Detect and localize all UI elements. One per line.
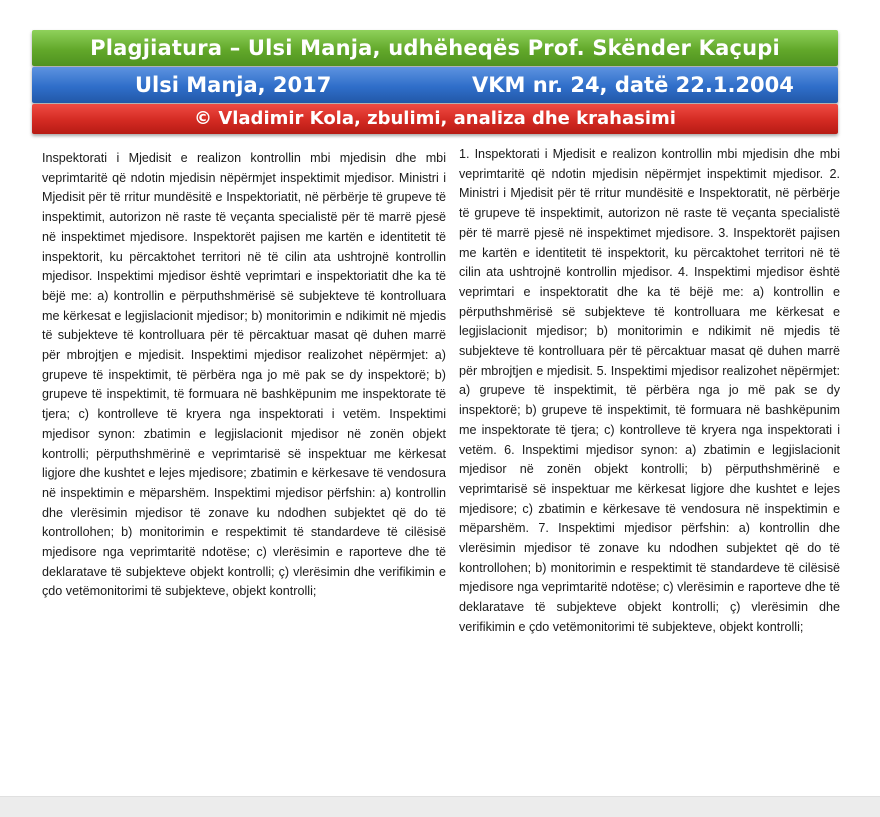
right-column-text: 1. Inspektorati i Mjedisit e realizon kontrollin mbi mjedisin dhe mbi veprimtaritë që ndotin mjedisin nëpërmjet inspektimit mjedisor. 2. Ministri i Mjedisit për të rritur mundësitë e Inspektoratit, në përbërje të grupeve të inspektimit, autorizon në raste të veçanta specialistë për të marrë pjesë në inspektimet mjedisore. 3. Inspektorët pajisen me kartën e identitetit të inspektorit, ku përcaktohet territori në të cilin ata ushtrojnë kontrollin mjedisor. 4. Inspektimi mjedisor është veprimtari e inspektoratit dhe ka të bëjë me: a) kontrollin e përputhshmërisë së subjekteve të kontrolluara me kërkesat e legjislacionit mjedisor; b) monitorimin e ndikimit në mjedis të subjekteve të kontrolluara për të përcaktuar masat që duhen marrë për mbrojtjen e mjedisit. 5. Inspektimi mjedisor realizohet nëpërmjet: a) grupeve të inspektimit, të përbëra nga jo më pak se dy inspektorë; b) grupeve të inspektimit, të formuara në bashkëpunim me inspektorate të tjera; c) kontrolleve të kryera nga inspektorati i vetëm. 6. Inspektimi mjedisor synon: a) zbatimin e legjislacionit mjedisor në zonën objekt kontrolli; b) përputhshmërinë e veprimtarisë së inspektuar me kërkesat ligjore dhe kushtet e lejes mjedisore; c) zbatimin e kërkesave të vendosura në inspektimin e mëparshëm. 7. Inspektimi mjedisor përfshin: a) kontrollin dhe vlerësimin mjedisor të zonave ku ndodhen subjektet që do të kontrollohen; b) monitorimin e respektimit të standardeve të cilësisë mjedisore nga veprimtaritë ndotëse; c) vlerësimin e raporteve dhe të deklaratave të subjekteve objekt kontrolli; ç) vlerësimin dhe verifikimin e çdo vetëmonitorimi të subjekteve, objekt kontrolli; [459,147,840,634]
source-banner [32,67,838,103]
title-banner [32,30,838,66]
page-title: Plagjiatura – Ulsi Manja, udhëheqës Prof. Skënder Kaçupi [90,36,780,60]
credit-banner [32,104,838,134]
left-column-text: Inspektorati i Mjedisit e realizon kontrollin mbi mjedisin dhe mbi veprimtaritë që ndotin mjedisin nëpërmjet inspektimit mjedisor. Ministri i Mjedisit për të rritur mundësitë e Inspektoriatit, në përbërje të grupeve të inspektimit, autorizon në raste të veçanta specialistë për të marrë pjesë në inspektimet mjedisore. Inspektorët pajisen me kartën e identitetit të inspektorit, ku përcaktohet territori në të cilin ata ushtrojnë kontrollin mjedisor. Inspektimi mjedisor është veprimtari e inspektoriatit dhe ka të bëjë me: a) kontrollin e përputhshmërisë së subjekteve të kontrolluara me kërkesat e legjislacionit mjedisor; b) monitorimin e ndikimit në mjedis të subjekteve të kontrolluara për të përcaktuar masat që duhen marrë për mbrojtjen e mjedisit. Inspektimi mjedisor realizohet nëpërmjet: a) grupeve të inspektimit, të përbëra nga jo më pak se dy inspektorë; b) grupeve të inspektimit, të formuara në bashkëpunim me inspektorate të tjera; c) kontrolleve të kryera nga inspektorati i vetëm. Inspektimi mjedisor synon: zbatimin e legjislacionit mjedisor në zonën objekt kontrolli; përputhshmërinë e veprimtarisë së inspektuar me kërkesat ligjore dhe kushtet e lejes mjedisore; zbatimin e kërkesave të vendosura në inspektimin e mëparshëm. Inspektimi mjedisor përfshin: a) kontrollin dhe vlerësimin mjedisor të zonave ku ndodhen subjektet që do të kontrollohen; b) monitorimin e respektimit të standardeve të cilësisë mjedisore nga veprimtaritë ndotëse; c) vlerësimin e raporteve dhe të deklaratave të subjekteve objekt kontrolli; ç) vlerësimin dhe verifikimin e çdo vetëmonitorimi të subjekteve, objekt kontrolli; [42,151,446,599]
bottom-strip [0,796,880,817]
source-right-label: VKM nr. 24, datë 22.1.2004 [472,73,794,97]
credit-text: © Vladimir Kola, zbulimi, analiza dhe krahasimi [194,108,676,129]
source-left-label: Ulsi Manja, 2017 [135,73,332,97]
